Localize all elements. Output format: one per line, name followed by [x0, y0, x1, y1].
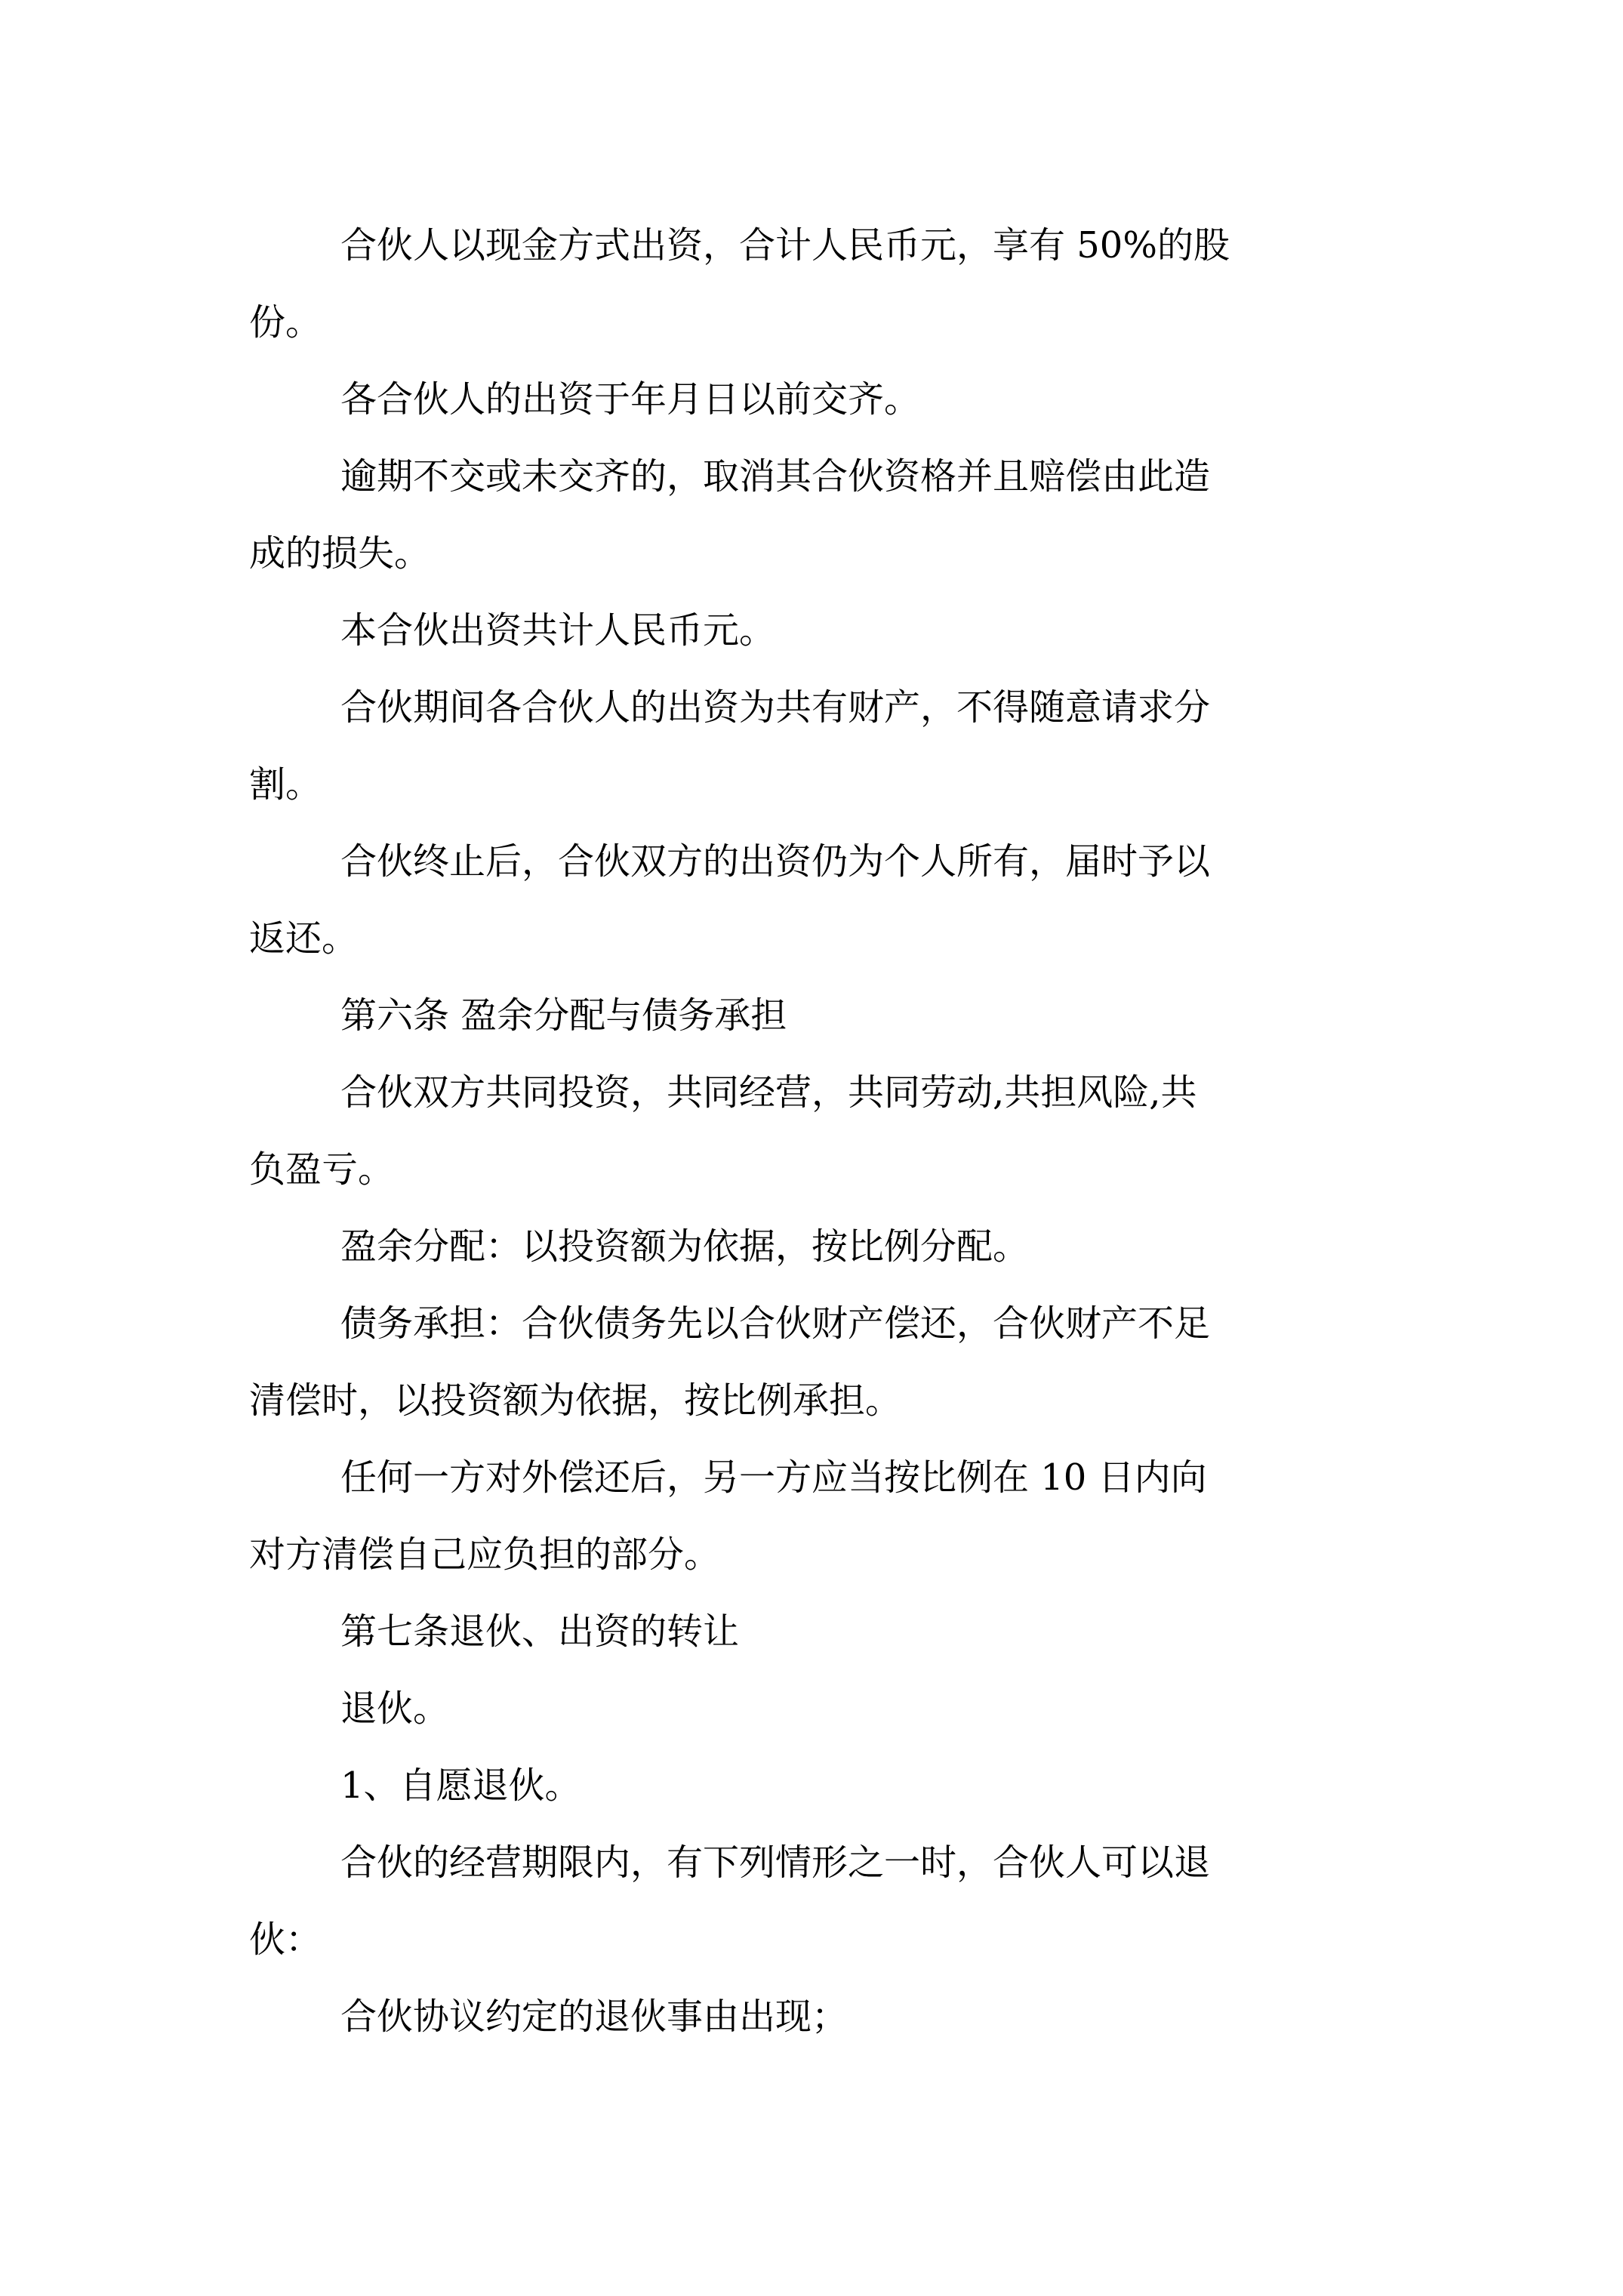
body-line: 任何一方对外偿还后，另一方应当按比例在 10 日内向	[340, 1456, 1207, 1499]
body-line: 合伙人以现金方式出资，合计人民币元，享有 50%的股	[340, 224, 1230, 267]
body-line: 合伙双方共同投资，共同经营，共同劳动,共担风险,共	[340, 1071, 1197, 1114]
body-line: 退伙。	[340, 1687, 450, 1730]
body-line: 1、自愿退伙。	[340, 1764, 581, 1807]
body-line: 债务承担：合伙债务先以合伙财产偿还，合伙财产不足	[340, 1302, 1211, 1345]
section-heading: 第六条 盈余分配与债务承担	[340, 994, 787, 1037]
body-line: 合伙期间各合伙人的出资为共有财产，不得随意请求分	[340, 686, 1211, 729]
body-line: 本合伙出资共计人民币元。	[340, 609, 776, 652]
body-line: 合伙协议约定的退伙事由出现；	[340, 1996, 848, 2038]
body-line: 合伙的经营期限内，有下列情形之一时，合伙人可以退	[340, 1841, 1211, 1884]
body-line: 合伙终止后，合伙双方的出资仍为个人所有，届时予以	[340, 840, 1211, 883]
body-line: 清偿时，以投资额为依据，按比例承担。	[249, 1379, 902, 1422]
body-line: 各合伙人的出资于年月日以前交齐。	[340, 378, 921, 421]
body-line: 份。	[249, 301, 322, 344]
body-line: 负盈亏。	[249, 1148, 395, 1191]
section-heading: 第七条退伙、出资的转让	[340, 1610, 740, 1653]
body-line: 盈余分配：以投资额为依据，按比例分配。	[340, 1225, 1030, 1268]
body-line: 返还。	[249, 917, 359, 960]
body-line: 成的损失。	[249, 532, 431, 575]
body-line: 对方清偿自己应负担的部分。	[249, 1533, 721, 1576]
body-line: 割。	[249, 763, 322, 806]
body-line: 逾期不交或未交齐的，取消其合伙资格并且赔偿由此造	[340, 455, 1211, 498]
body-line: 伙：	[249, 1918, 322, 1961]
